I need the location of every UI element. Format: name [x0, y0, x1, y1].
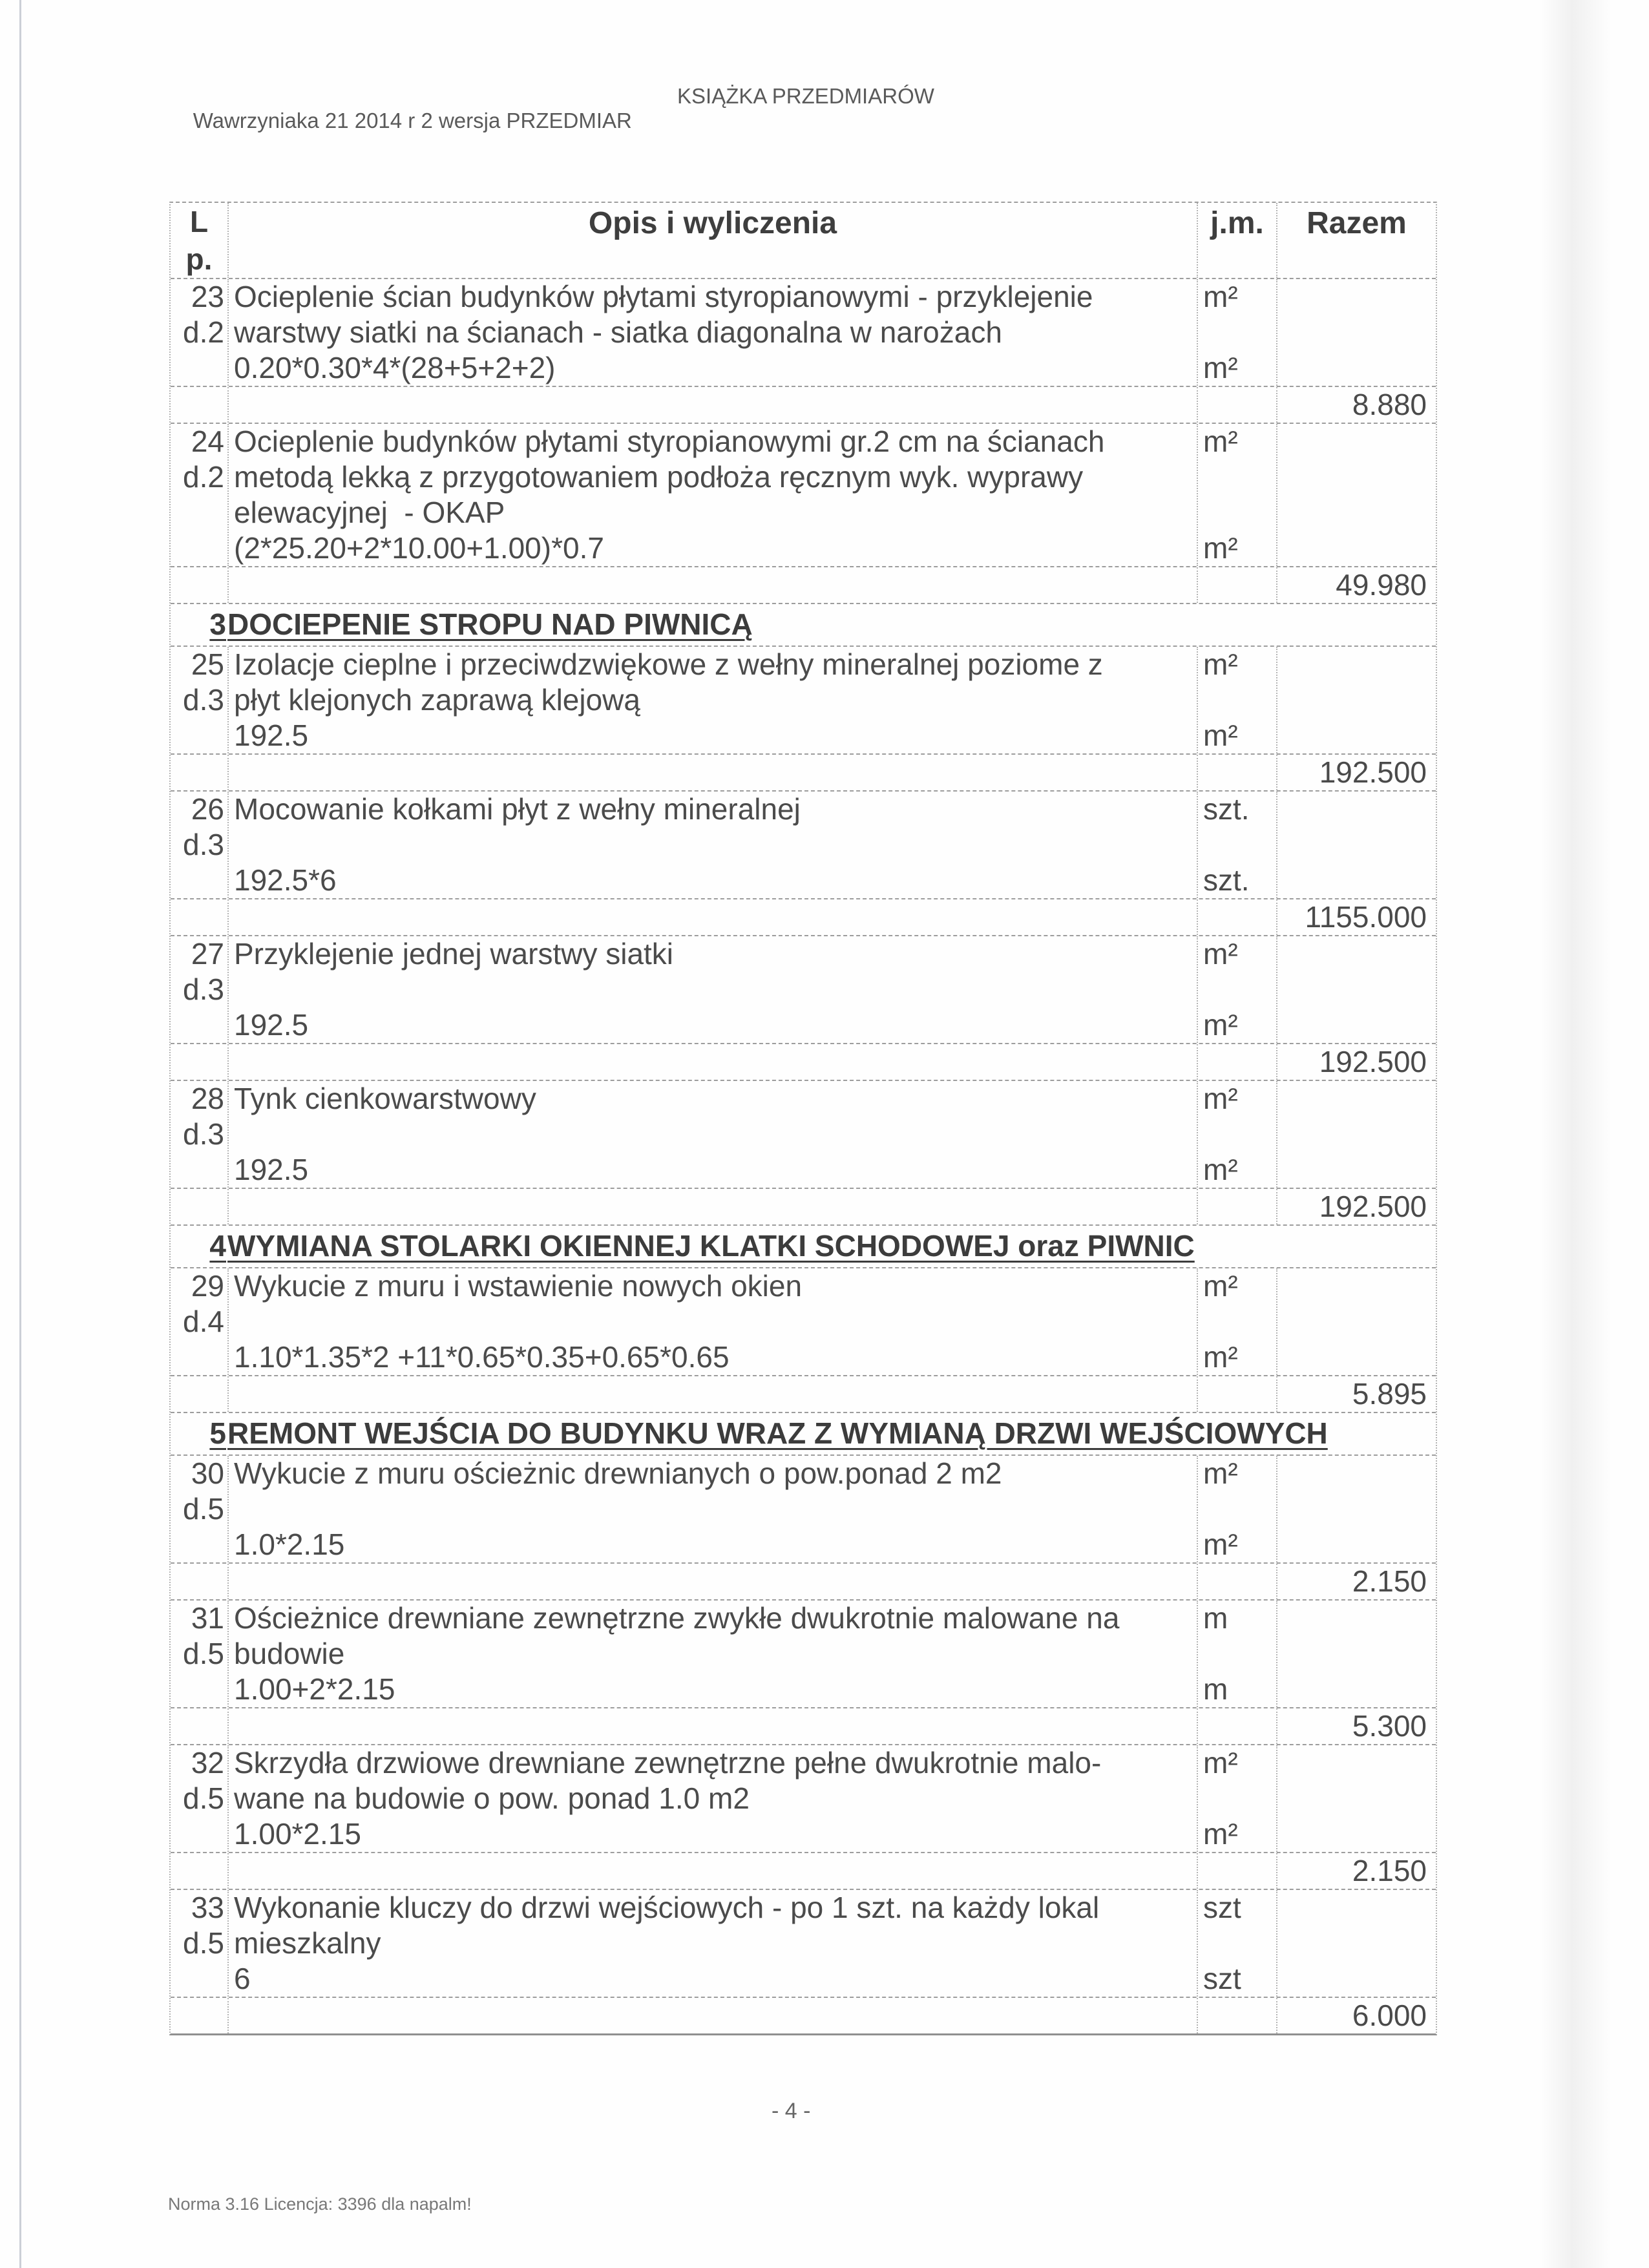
total-value-cell: 5.895 [1276, 1376, 1436, 1412]
total-row [171, 1376, 1436, 1413]
item-unit-cell [1197, 1081, 1276, 1188]
description-line: wane na budowie o pow. ponad 1.0 m2 [234, 1781, 750, 1815]
item-number: 24 [191, 425, 224, 458]
item-number: 28 [191, 1082, 224, 1115]
total-unit-cell [1197, 387, 1276, 423]
section-row [171, 1413, 1436, 1456]
total-value-cell: 192.500 [1276, 1044, 1436, 1080]
unit-spacer [1203, 972, 1276, 1007]
document-subtitle: KSIĄŻKA PRZEDMIARÓW [677, 84, 934, 108]
section-title [227, 1413, 1436, 1454]
item-total-spacer-cell [1276, 1081, 1436, 1188]
item-row [171, 1456, 1436, 1564]
calc-unit-label: m² [1203, 1817, 1238, 1851]
total-desc-cell [227, 899, 1197, 935]
total-row [171, 387, 1436, 424]
item-dept: d.5 [183, 1492, 224, 1526]
total-row [171, 1853, 1436, 1890]
total-row [171, 755, 1436, 792]
item-dept: d.5 [183, 1637, 224, 1670]
item-number-cell [171, 279, 227, 386]
item-row [171, 936, 1436, 1044]
calc-unit-label: szt [1203, 1962, 1241, 1995]
item-row [171, 647, 1436, 755]
item-row [171, 1890, 1436, 1998]
item-description-cell [227, 1601, 1197, 1707]
item-number-cell [171, 647, 227, 753]
total-value-cell: 2.150 [1276, 1564, 1436, 1599]
total-desc-cell [227, 755, 1197, 790]
item-number-cell [171, 936, 227, 1043]
total-lp-cell [171, 1189, 227, 1224]
item-unit-cell [1197, 792, 1276, 898]
total-unit-cell [1197, 755, 1276, 790]
section-number-text: 3 [209, 607, 226, 641]
total-desc-cell [227, 1998, 1197, 2033]
total-desc-cell [227, 567, 1197, 603]
section-title-text: DOCIEPENIE STROPU NAD PIWNICĄ [227, 607, 753, 641]
description-line: Wykucie z muru i wstawienie nowych okien [234, 1269, 803, 1303]
total-unit-cell [1197, 1998, 1276, 2033]
scan-shadow-artifact [1540, 0, 1612, 2268]
item-total-spacer-cell [1276, 792, 1436, 898]
header-cell-razem: Razem [1276, 203, 1436, 278]
item-total-spacer-cell [1276, 647, 1436, 753]
item-number: 30 [191, 1456, 224, 1490]
calc-unit-label: m² [1203, 1528, 1238, 1561]
item-number-cell [171, 1745, 227, 1852]
unit-label: m² [1203, 1269, 1238, 1303]
item-description-cell [227, 424, 1197, 566]
total-row [171, 1564, 1436, 1601]
total-lp-cell [171, 755, 227, 790]
total-lp-cell [171, 1044, 227, 1080]
description-line: Wykucie z muru ościeżnic drewnianych o pow.ponad 2 m2 [234, 1456, 1002, 1490]
item-number-cell [171, 1456, 227, 1562]
item-unit-cell [1197, 1456, 1276, 1562]
total-desc-cell [227, 387, 1197, 423]
section-row [171, 1226, 1436, 1268]
unit-spacer [1203, 1636, 1276, 1672]
description-line: Tynk cienkowarstwowy [234, 1082, 536, 1115]
total-row [171, 1708, 1436, 1745]
item-unit-cell [1197, 647, 1276, 753]
item-number-cell [171, 1601, 227, 1707]
description-line: płyt klejonych zaprawą klejową [234, 683, 640, 717]
calc-unit-label: szt. [1203, 863, 1250, 897]
item-number: 26 [191, 792, 224, 826]
section-number-text: 5 [209, 1416, 226, 1450]
item-row [171, 1745, 1436, 1853]
description-line: Ościeżnice drewniane zewnętrzne zwykłe dwukrotnie malowane na [234, 1601, 1120, 1635]
unit-label: m² [1203, 280, 1238, 313]
item-row [171, 1081, 1436, 1189]
header-cell-opis: Opis i wyliczenia [227, 203, 1197, 278]
item-dept: d.3 [183, 972, 224, 1006]
item-dept: d.2 [183, 315, 224, 349]
calculation-line: 1.00+2*2.15 [234, 1672, 395, 1706]
item-dept: d.3 [183, 828, 224, 861]
total-row [171, 1998, 1436, 2033]
item-total-spacer-cell [1276, 936, 1436, 1043]
description-line [234, 827, 1197, 863]
section-number [171, 1413, 227, 1454]
total-unit-cell [1197, 567, 1276, 603]
page-number: - 4 - [772, 2099, 811, 2123]
calculation-line: (2*25.20+2*10.00+1.00)*0.7 [234, 531, 604, 565]
description-line [234, 972, 1197, 1007]
total-unit-cell [1197, 1044, 1276, 1080]
item-number-cell [171, 424, 227, 566]
total-lp-cell [171, 1853, 227, 1889]
total-unit-cell [1197, 1189, 1276, 1224]
calculation-line: 192.5*6 [234, 863, 337, 897]
calc-unit-label: m² [1203, 719, 1238, 752]
item-number: 29 [191, 1269, 224, 1303]
item-dept: d.2 [183, 460, 224, 494]
item-unit-cell [1197, 936, 1276, 1043]
total-unit-cell [1197, 1708, 1276, 1744]
calculation-line: 1.10*1.35*2 +11*0.65*0.35+0.65*0.65 [234, 1340, 730, 1374]
description-line: warstwy siatki na ścianach - siatka diagonalna w narożach [234, 315, 1002, 349]
przedmiar-table [169, 202, 1437, 2035]
item-unit-cell [1197, 1745, 1276, 1852]
item-number: 33 [191, 1891, 224, 1924]
description-line: metodą lekką z przygotowaniem podłoża ręcznym wyk. wyprawy [234, 460, 1084, 494]
total-row [171, 1044, 1436, 1081]
item-description-cell [227, 1745, 1197, 1852]
item-dept: d.3 [183, 683, 224, 717]
document-header [169, 84, 934, 182]
item-description-cell [227, 1081, 1197, 1188]
total-lp-cell [171, 1376, 227, 1412]
item-dept: d.3 [183, 1117, 224, 1151]
total-desc-cell [227, 1189, 1197, 1224]
total-row [171, 899, 1436, 936]
description-line: Mocowanie kołkami płyt z wełny mineralnej [234, 792, 801, 826]
calc-unit-label: m² [1203, 1340, 1238, 1374]
description-line [234, 1491, 1197, 1527]
total-lp-cell [171, 387, 227, 423]
item-number: 25 [191, 647, 224, 681]
unit-spacer [1203, 682, 1276, 718]
header-lp-line1: L [189, 205, 209, 238]
unit-label: m² [1203, 1456, 1238, 1490]
total-desc-cell [227, 1708, 1197, 1744]
total-value-cell: 5.300 [1276, 1708, 1436, 1744]
unit-spacer [1203, 315, 1276, 350]
item-number: 27 [191, 937, 224, 971]
total-value-cell: 192.500 [1276, 755, 1436, 790]
unit-spacer [1203, 827, 1276, 863]
total-lp-cell [171, 567, 227, 603]
scan-edge-artifact [19, 0, 21, 2268]
item-description-cell [227, 1890, 1197, 1997]
item-description-cell [227, 1268, 1197, 1375]
unit-label: szt [1203, 1891, 1241, 1924]
total-value-cell: 6.000 [1276, 1998, 1436, 2033]
item-total-spacer-cell [1276, 1601, 1436, 1707]
item-description-cell [227, 647, 1197, 753]
calc-unit-label: m² [1203, 531, 1238, 565]
unit-spacer [1203, 459, 1276, 495]
section-title-text: WYMIANA STOLARKI OKIENNEJ KLATKI SCHODOWEJ oraz PIWNIC [227, 1229, 1195, 1263]
section-title [227, 604, 1436, 646]
unit-spacer [1203, 1304, 1276, 1339]
total-lp-cell [171, 1564, 227, 1599]
section-title [227, 1226, 1436, 1267]
description-line [234, 1304, 1197, 1339]
unit-label: m² [1203, 647, 1238, 681]
section-number [171, 604, 227, 646]
item-unit-cell [1197, 1601, 1276, 1707]
total-unit-cell [1197, 1376, 1276, 1412]
footer-license-note: Norma 3.16 Licencja: 3396 dla napalm! [168, 2194, 472, 2214]
calculation-line: 1.00*2.15 [234, 1817, 361, 1851]
unit-label: m [1203, 1601, 1228, 1635]
total-lp-cell [171, 1998, 227, 2033]
item-number: 31 [191, 1601, 224, 1635]
total-value-cell: 192.500 [1276, 1189, 1436, 1224]
table-body [171, 279, 1436, 2033]
description-line: Wykonanie kluczy do drzwi wejściowych - po 1 szt. na każdy lokal [234, 1891, 1100, 1924]
description-line: Przyklejenie jednej warstwy siatki [234, 937, 674, 971]
table-header-row [171, 203, 1436, 279]
unit-spacer [1203, 1491, 1276, 1527]
item-description-cell [227, 1456, 1197, 1562]
total-unit-cell [1197, 1853, 1276, 1889]
description-line: Izolacje cieplne i przeciwdzwiękowe z wełny mineralnej poziome z [234, 647, 1103, 681]
item-total-spacer-cell [1276, 1745, 1436, 1852]
calculation-line: 1.0*2.15 [234, 1528, 345, 1561]
item-row [171, 1268, 1436, 1376]
calculation-line: 6 [234, 1962, 251, 1995]
description-line: budowie [234, 1637, 345, 1670]
section-row [171, 604, 1436, 647]
header-lp-line2: p. [185, 242, 213, 276]
item-unit-cell [1197, 1890, 1276, 1997]
unit-label: m² [1203, 937, 1238, 971]
calc-unit-label: m² [1203, 351, 1238, 384]
item-description-cell [227, 279, 1197, 386]
item-number-cell [171, 1268, 227, 1375]
unit-label: m² [1203, 1082, 1238, 1115]
calculation-line: 192.5 [234, 1008, 309, 1042]
description-line [234, 1117, 1197, 1152]
unit-spacer [1203, 1781, 1276, 1816]
calc-unit-label: m² [1203, 1153, 1238, 1186]
item-total-spacer-cell [1276, 1268, 1436, 1375]
section-title-text: REMONT WEJŚCIA DO BUDYNKU WRAZ Z WYMIANĄ DRZWI WEJŚCIOWYCH [227, 1416, 1328, 1450]
item-row [171, 279, 1436, 387]
item-dept: d.5 [183, 1926, 224, 1960]
total-row [171, 1189, 1436, 1226]
section-number-text: 4 [209, 1229, 226, 1263]
total-value-cell: 8.880 [1276, 387, 1436, 423]
item-number-cell [171, 1081, 227, 1188]
item-row [171, 424, 1436, 567]
unit-spacer [1203, 1117, 1276, 1152]
total-lp-cell [171, 899, 227, 935]
item-total-spacer-cell [1276, 1456, 1436, 1562]
calculation-line: 0.20*0.30*4*(28+5+2+2) [234, 351, 556, 384]
calculation-line: 192.5 [234, 1153, 309, 1186]
header-cell-jm: j.m. [1197, 203, 1276, 278]
total-value-cell: 49.980 [1276, 567, 1436, 603]
total-desc-cell [227, 1376, 1197, 1412]
description-line: Ocieplenie ścian budynków płytami styropianowymi - przyklejenie [234, 280, 1093, 313]
calculation-line: 192.5 [234, 719, 309, 752]
unit-label: m² [1203, 1746, 1238, 1780]
item-unit-cell [1197, 424, 1276, 566]
item-row [171, 792, 1436, 899]
item-number: 32 [191, 1746, 224, 1780]
header-cell-lp [171, 203, 227, 278]
item-number-cell [171, 1890, 227, 1997]
item-unit-cell [1197, 279, 1276, 386]
item-description-cell [227, 792, 1197, 898]
item-total-spacer-cell [1276, 424, 1436, 566]
total-row [171, 567, 1436, 604]
item-total-spacer-cell [1276, 279, 1436, 386]
item-number-cell [171, 792, 227, 898]
calc-unit-label: m [1203, 1672, 1228, 1706]
unit-label: szt. [1203, 792, 1250, 826]
total-desc-cell [227, 1564, 1197, 1599]
calc-unit-label: m² [1203, 1008, 1238, 1042]
total-lp-cell [171, 1708, 227, 1744]
item-number: 23 [191, 280, 224, 313]
total-unit-cell [1197, 1564, 1276, 1599]
item-dept: d.4 [183, 1305, 224, 1338]
description-line: Ocieplenie budynków płytami styropianowymi gr.2 cm na ścianach [234, 425, 1105, 458]
total-value-cell: 1155.000 [1276, 899, 1436, 935]
total-desc-cell [227, 1044, 1197, 1080]
total-unit-cell [1197, 899, 1276, 935]
item-row [171, 1601, 1436, 1708]
description-line: Skrzydła drzwiowe drewniane zewnętrzne pełne dwukrotnie malo- [234, 1746, 1102, 1780]
unit-label: m² [1203, 425, 1238, 458]
item-total-spacer-cell [1276, 1890, 1436, 1997]
unit-spacer [1203, 495, 1276, 530]
item-dept: d.5 [183, 1781, 224, 1815]
section-number [171, 1226, 227, 1267]
total-value-cell: 2.150 [1276, 1853, 1436, 1889]
total-desc-cell [227, 1853, 1197, 1889]
description-line: mieszkalny [234, 1926, 381, 1960]
unit-spacer [1203, 1926, 1276, 1961]
item-unit-cell [1197, 1268, 1276, 1375]
document-title: Wawrzyniaka 21 2014 r 2 wersja PRZEDMIAR [193, 109, 632, 132]
item-description-cell [227, 936, 1197, 1043]
description-line: elewacyjnej - OKAP [234, 496, 505, 529]
